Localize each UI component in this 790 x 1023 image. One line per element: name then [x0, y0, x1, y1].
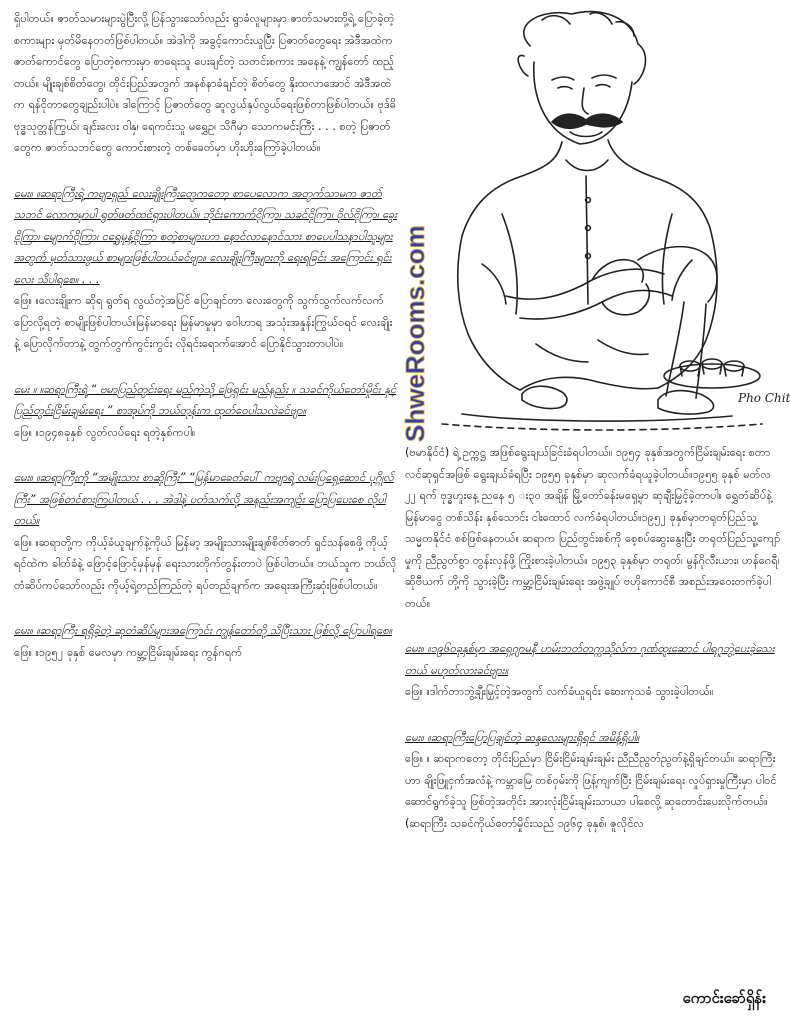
question-1: မေး။ ။ဆရာကြီးရဲ့ ကဗျာရှည် လေးချိုးကြီးတွေကတော့ စာပေလောက အတွက်သာမက ဇာတ်သဘင် လောကမှာပါ ရွတ်ဖတ်ထင်ရှားပါတယ်။ ဘိုင်းကောက်ငိုကြာ၊ သခင်ငိုကြာ၊ ဝိုလ်ငိုကြာ၊ ခွေးငိုကြာ၊ မျောက်ငိုကြာ၊ ငရွှေမုန့်ငိုကြာ စတဲ့စာများဟာ နောင်လာနောင်သား စာပေပါသနာပါသူများ အတွက် မှတ်သားဖွယ် စာများဖြစ်ပါတယ်ခင်ဗျာ။ လေးချိုးကြီးများကို ရေးရခြင်း အကြောင်း ရှင်းလေး သိပါရစေ။ . . . [14, 186, 397, 286]
answer-3: ဖြေ။ ။ဆရာတို့က ကိုယ့်ခံယူချက်နဲ့ကိုယ် မြန်မာ့ အမျိုးသားမျိုးချစ်စိတ်ဓာတ် ရှင်သန်စေဖို့ ကိုယ့်ရင်ထဲက ခါတ်ခံနဲ့ ဖြောင့်ဖြောင့်မှန်မှန် ရေးသားတိုက်တွန်းတာပဲ ဖြစ်ပါတယ်။ ဘယ်သူက ဘယ်လို တံဆိပ်ကပ်သော်လည်း ကိုယ့်ရဲ့တည်ကြည်တဲ့ ရပ်တည်ချက်က အရေးအကြီးဆုံးဖြစ်ပါတယ်။ [14, 535, 397, 592]
illustration-signature: Pho Chit [738, 391, 790, 405]
author-signature: ကောင်းခော်ရှိန်း [682, 989, 766, 1007]
answer-1: ဖြေ။ ။လေးချိုးက ဆိုရ ရွတ်ရ လွယ်တဲ့အပြင် ပြောချင်တာ လေးတွေကို သွက်သွက်လက်လက် ပြောလို့ရတဲ့ စာမျိုးဖြစ်ပါတယ်။မြန်မာရေး မြန်မာမှုမှာ ဝေါဟာရ အသုံးအနှုန်းကြွယ်ဝရင် လေးချိုးနဲ့ ပြောလိုက်တာနဲ့ တွက်တွက်ကွင်းကွင်း လိုရင်းရောက်အောင် ပြောနိုင်သွားတာပါပဲ။ [14, 294, 393, 350]
watermark-shwerooms [396, 180, 432, 450]
question-6: မေး။ ။ဆရာကြီးပြောပြချင်တဲ့ ဆန္ဒလေးများရှိရင် အမိန့်ရှိပါ။ [405, 730, 640, 744]
answer-4: ဖြေ။ ။၁၉၅၂ ခုနှစ် မေလမှာ ကမ္ဘာ့ငြိမ်းချမ်းရေး ကွန်ဂရက် [14, 645, 243, 659]
right-column [405, 442, 783, 834]
right-paragraph-1: (ဗမာနိုင်ငံ) ရဲ့ ဥက္ကဋ္ဌ အဖြစ်ရွေးချယ်ခြင်းခံရပါတယ်။ ၁၉၅၄ ခုနှစ်အတွက်ငြိမ်းချမ်းရေး စတာလင်ဆုရှင်အဖြစ် ရွေးချယ်ခံရပြီး ၁၉၅၅ ခုနှစ်မှာ ဆုလက်ခံရယူခဲ့ပါတယ်။၁၉၅၅ ခုနှစ် မတ်လ ၂၂ ရက် ဗုဒ္ဓဟူးနေ့ ညနေ ၅ း၃၀ အချိန် မြို့တော်ခန်းမရှေ့မှာ ဆုချီးမြှင့်ခဲ့တာပါ။ ရွှေတံဆိပ်နဲ့မြန်မာငွေ တစ်သိန်း နှစ်သောင်း ငါးထောင် လက်ခံရပါတယ်။၁၉၅၂ ခုနှစ်မှာတရုတ်ပြည်သူ့သမ္မတနိုင်ငံ စစ်ဖြစ်နေတယ်။ ဆရာက ပြည်တွင်းစစ်ကို စေ့စပ်ဆွေးနွေးပြီး တရုတ်ပြည်သူ့ကျော်မှုကို ညီညွတ်စွာ တွန်းလှန်ဖို့ ကြိုးစားခဲ့ပါတယ်။ ၁၉၅၃ ခုနှစ်မှာ တရုတ်၊ မွန်ဂိုလီးယား၊ ဟန်ဂေရီ၊ ဆိုဗီယက် တို့ကို သွားခဲ့ပြီး ကမ္ဘာ့ငြိမ်းချမ်းရေး အဖွဲ့ချုပ် ဗဟိုကောင်စီ အစည်းအဝေးတက်ခဲ့ပါတယ်။ [405, 446, 781, 610]
answer-5: ဖြေ။ ။ဒါက်တာဘွဲ့ချီးမြှင့်တဲ့အတွက် လက်ခံယူရင်း ဆေးကုသခံ သွားခဲ့ပါတယ်။ [405, 685, 714, 698]
question-4: မေး။ ။ဆရာကြီး ရရှိခဲ့တဲ့ ဆုတံဆိပ်များအကြောင်း ကျွန်တော်တို့ သိပြီးသား ဖြစ်လို့ ပြောပါရစေ။ [14, 624, 392, 637]
watermark-text: ShweRooms.com [400, 225, 430, 442]
portrait-illustration [402, 4, 790, 436]
question-3: မေး။ ။ဆရာကြီးကို “အမျိုးသား စာဆိုကြီး” “မြန်မာခေတ်ပေါ် ကဗျာရဲ့ လမ်းပြရှေ့ဆောင် ပုဂ္ဂိုလ်ကြီး” အဖြစ်တင်စားကြပါတယ် . . . အဲဒါနဲ့ ပတ်သက်လို့ အနည်းအကျဉ်း ပြောပြပေးစေ လိုပါတယ်။ [14, 471, 394, 527]
question-5: မေး။ ။၁၉၆၀ခုနှစ်မှာ အရှေ့ဂျာမနီ ဟမ်းဘတ်တက္ကသိုလ်က ဂုဏ်ထူးဆောင် ပါရဂူဘွဲ့ပေးခဲ့သေးတယ် မဟုတ်လားခင်ဗျား။ [405, 642, 775, 677]
question-2: မေး ။ ။ဆရာကြီးရဲ့ “ ဗမာပြည်တွင်းရေး မည်ကဲ့သို့ ဖြေရှင်း မည်နည်း ။ သခင်ကိုယ်တော်မှိုင်း နှင့် ပြည်တွင်းငြိမ်းချမ်းရေး ” စာအုပ်ကို ဘယ်တုန်းက ထုတ်ဝေပါသလဲခင်ဗျာ။ [14, 382, 397, 417]
answer-6: ဖြေ။ ။ ဆရာကတော့ တိုင်းပြည်မှာ ငြိမ်းငြိမ်းချမ်းချမ်း ညီညီညွတ်ညွတ်နဲ့ရှိချင်တယ်။ ဆရာကြီးဟာ ချိုးဖြူငှက်အလံနဲ့ ကမ္ဘာမြေ တစ်ဝှမ်းကို ဖြန့်ကျက်ပြီး ငြိမ်းချမ်းရေး လှုပ်ရှားမှုကြီးမှာ ပါဝင်ဆောင်ရွက်ခဲ့သူ ဖြစ်တဲ့အတိုင်း အားလုံးငြိမ်းချမ်းသာယာ ပါစေလို့ ဆုတောင်းပေးလိုက်တယ်။ [405, 752, 777, 808]
left-column [14, 8, 398, 663]
answer-2: ဖြေ။ ။၁၉၄၈ခုနှစ် လွတ်လပ်ရေး ရတဲ့နှစ်ကပါ။ [14, 425, 196, 439]
closing-note: (ဆရာကြီး သခင်ကိုယ်တော်မှိုင်းသည် ၁၉၆၄ ခုနှစ်၊ ဇူလိုင်လ [405, 816, 644, 830]
intro-paragraph: ရှိပါတယ်။ ဇာတ်သမားများပွဲပြီးလို့ ပြန်သွားသော်လည်း ရွာခံလူများမှာ ဇာတ်သမားတို့ရဲ့ ပြောခဲ့တဲ့ စကားများ မှတ်မိနေတတ်ဖြစ်ပါတယ်။ အဲဒါကို အခွင့်ကောင်းယူပြီး ပြဇာတ်တွေရေး အဲဒီအထဲက ဇာတ်ကောင်တွေ ပြောတဲ့စကားမှာ စာရေးသူ ပေးချင်တဲ့ သတင်းစကား အနေနဲ့ ကျွန်တော် ထည့်တယ်။ မျိုးချစ်စိတ်တွေ၊ တိုင်းပြည်အတွက် အနစ်နာခံချင်တဲ့ စိတ်တွေ နိုးထလာအောင် အဲဒီအထဲက ရန်ငိုတာတွေချည်းပါပဲ။ ဒါကြောင့် ပြဇာတ်တွေ ဆူလွယ်နှပ်လွယ်ရေးဖြစ်တာဖြစ်ပါတယ်။ ဗုဒ်ဓိဗုဒ္ဓသုတ္တန်ကြွယ်၊ ချင်းလေး ဝါနှ၊ ရေကင်းသူ မရွှေဥ၊ သိဂီမှာ သောကမင်းကြီး . . . စတဲ့ ပြဇာတ်တွေက ဇာတ်သဘင်တွေ ကောင်းစားတဲ့ တစ်ခေတ်မှာ ဟိုးဟိုးကြော်ခဲ့ပါတယ်။ [14, 12, 397, 154]
